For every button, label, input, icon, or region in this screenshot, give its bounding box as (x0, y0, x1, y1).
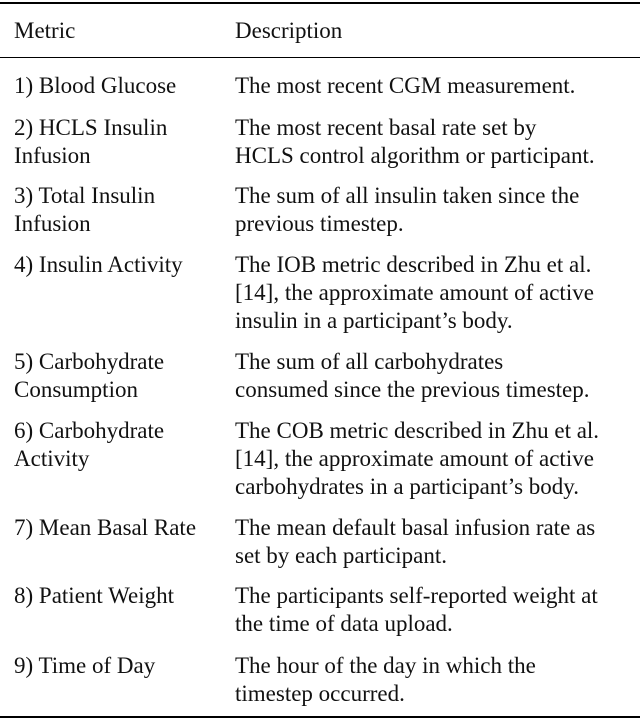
metric-cell: 9) Time of Day (14, 653, 156, 678)
metric-cell: 8) Patient Weight (14, 583, 174, 608)
metric-cell: 3) Total Insulin Infusion (14, 183, 156, 236)
metric-cell: 5) Carbohydrate Consumption (14, 349, 165, 402)
table-bottom-rule (0, 716, 640, 718)
description-cell: The COB metric described in Zhu et al. [14], the approximate amount of active carbohydrates in a participant’s body. (235, 418, 600, 499)
metric-cell: 4) Insulin Activity (14, 252, 183, 277)
metric-cell: 7) Mean Basal Rate (14, 515, 197, 540)
table-header-rule (0, 57, 640, 58)
description-cell: The hour of the day in which the timestep occurred. (235, 653, 536, 706)
metric-cell: 2) HCLS Insulin Infusion (14, 115, 168, 168)
metric-cell: 6) Carbohydrate Activity (14, 418, 165, 471)
table-header-row (0, 17, 640, 47)
description-cell: The sum of all carbohydrates consumed since the previous timestep. (235, 349, 590, 402)
description-cell: The participants self-reported weight at the time of data upload. (235, 583, 598, 636)
description-cell: The most recent basal rate set by HCLS control algorithm or participant. (235, 115, 595, 168)
description-cell: The most recent CGM measurement. (235, 73, 576, 98)
header-description: Description (235, 18, 343, 43)
description-cell: The sum of all insulin taken since the previous timestep. (235, 183, 580, 236)
description-cell: The IOB metric described in Zhu et al. [14], the approximate amount of active insulin in a participant’s body. (235, 252, 594, 333)
description-cell: The mean default basal infusion rate as set by each participant. (235, 515, 596, 568)
header-metric: Metric (14, 18, 76, 43)
metric-cell: 1) Blood Glucose (14, 73, 177, 98)
table-top-rule (0, 2, 640, 4)
